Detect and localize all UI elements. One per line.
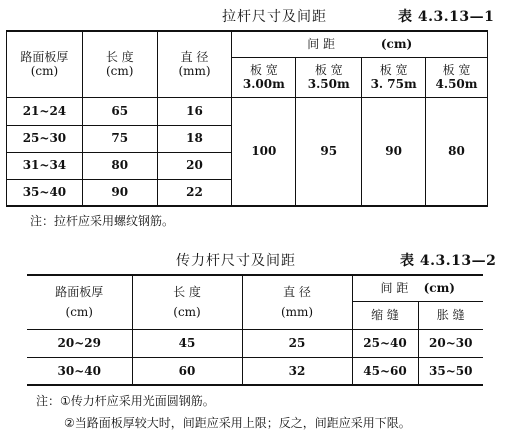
table1-number: 表 4.3.13—1 bbox=[398, 9, 495, 25]
table1-cell: 65 bbox=[82, 97, 157, 125]
table2-cell: 25~40 bbox=[352, 329, 418, 357]
table2-cell: 45~60 bbox=[352, 357, 418, 385]
table2-header-spacing: 间 距 (cm) bbox=[352, 275, 483, 301]
table2-cell: 32 bbox=[242, 357, 352, 385]
table1-note: 注：拉杆应采用螺纹钢筋。 bbox=[30, 214, 175, 228]
table1-cell: 18 bbox=[157, 125, 232, 152]
table2-header-expand: 胀 缝 bbox=[418, 301, 483, 329]
table1-cell: 22 bbox=[157, 179, 232, 206]
table2-cell: 30~40 bbox=[27, 357, 132, 385]
table1-cell: 21~24 bbox=[7, 97, 83, 125]
table1-cell: 75 bbox=[82, 125, 157, 152]
table1-header-width-4: 板 宽 4.50m bbox=[426, 57, 488, 97]
table1 bbox=[6, 30, 488, 207]
table1-header-width-2: 板 宽 3.50m bbox=[296, 57, 362, 97]
table1-cell: 16 bbox=[157, 97, 232, 125]
table1-spacing-value-4: 80 bbox=[426, 97, 488, 206]
table2-number: 表 4.3.13—2 bbox=[400, 253, 497, 269]
table2-header-shrink: 缩 缝 bbox=[352, 301, 418, 329]
table1-cell: 80 bbox=[82, 152, 157, 179]
table1-title: 拉杆尺寸及间距 bbox=[222, 9, 327, 25]
table1-cell: 90 bbox=[82, 179, 157, 206]
table2-note-1: 注：①传力杆应采用光面圆钢筋。 bbox=[36, 394, 215, 408]
table1-cell: 31~34 bbox=[7, 152, 83, 179]
table1-spacing-value-2: 95 bbox=[296, 97, 362, 206]
table1-spacing-value-1: 100 bbox=[232, 97, 296, 206]
table2-cell: 20~29 bbox=[27, 329, 132, 357]
table1-spacing-value-3: 90 bbox=[362, 97, 426, 206]
table1-header-width-3: 板 宽 3. 75m bbox=[362, 57, 426, 97]
table2-header-length: 长 度 (cm) bbox=[132, 275, 242, 329]
table2-cell: 20~30 bbox=[418, 329, 483, 357]
table1-cell: 25~30 bbox=[7, 125, 83, 152]
table2-header-thickness: 路面板厚 (cm) bbox=[27, 275, 132, 329]
table2-cell: 60 bbox=[132, 357, 242, 385]
table1-header-thickness: 路面板厚 (cm) bbox=[7, 31, 83, 97]
table1-cell: 20 bbox=[157, 152, 232, 179]
table2-cell: 25 bbox=[242, 329, 352, 357]
table2-cell: 45 bbox=[132, 329, 242, 357]
table1-cell: 35~40 bbox=[7, 179, 83, 206]
table1-header-spacing: 间 距 (cm) bbox=[232, 31, 488, 57]
table1-header-width-1: 板 宽 3.00m bbox=[232, 57, 296, 97]
table1-header-diameter: 直 径 (mm) bbox=[157, 31, 232, 97]
table2-header-diameter: 直 径 (mm) bbox=[242, 275, 352, 329]
table2-title: 传力杆尺寸及间距 bbox=[176, 253, 296, 269]
table2 bbox=[27, 274, 483, 386]
table2-cell: 35~50 bbox=[418, 357, 483, 385]
table1-header-length: 长 度 (cm) bbox=[82, 31, 157, 97]
table2-note-2: ②当路面板厚较大时，间距应采用上限；反之，间距应采用下限。 bbox=[64, 416, 411, 430]
